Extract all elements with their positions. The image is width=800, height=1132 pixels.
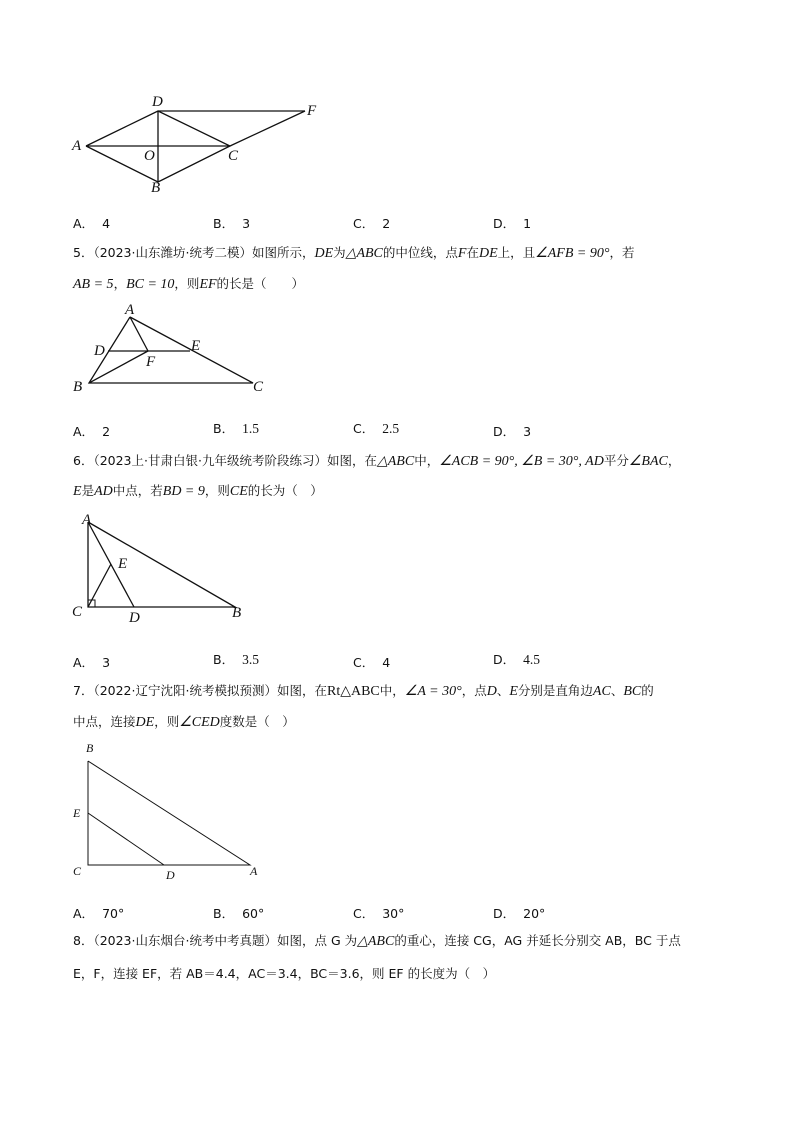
q6-text-line-2: E是AD中点，若BD = 9，则CE的长为（ ） bbox=[73, 483, 323, 499]
q4-label-a: A bbox=[72, 138, 82, 154]
q7-option-d[interactable]: D． 20° bbox=[493, 906, 546, 921]
q5-option-b[interactable]: B． 1.5 bbox=[213, 421, 259, 436]
q7-figure-lines bbox=[88, 761, 250, 865]
q7-figure-right-triangle bbox=[60, 735, 280, 885]
q7-label-b: B bbox=[86, 741, 94, 755]
q6-label-e: E bbox=[118, 556, 128, 572]
q5-label-d: D bbox=[94, 343, 105, 359]
q8-text-line-2: E，F，连接 EF，若 AB＝4.4，AC＝3.4，BC＝3.6，则 EF 的长度为（ ） bbox=[73, 966, 496, 981]
q4-label-b: B bbox=[151, 180, 161, 196]
q6-label-d: D bbox=[129, 610, 140, 626]
q7-label-e: E bbox=[73, 806, 81, 820]
q4-label-o: O bbox=[144, 148, 155, 164]
q6-figure-lines bbox=[88, 522, 235, 607]
q6-label-a: A bbox=[82, 512, 92, 528]
q5-option-a[interactable]: A． 2 bbox=[73, 424, 111, 439]
q6-option-a[interactable]: A． 3 bbox=[73, 655, 111, 670]
q4-option-d[interactable]: D． 1 bbox=[493, 216, 532, 231]
q5-label-a: A bbox=[125, 302, 135, 318]
q7-label-d: D bbox=[166, 868, 175, 882]
q7-option-c[interactable]: C． 30° bbox=[353, 906, 405, 921]
q5-label-c: C bbox=[253, 379, 264, 395]
q4-figure-lines bbox=[86, 111, 305, 182]
q6-option-d[interactable]: D． 4.5 bbox=[493, 652, 541, 667]
q7-text-line-2: 中点，连接DE，则∠CED度数是（ ） bbox=[73, 714, 295, 730]
q4-label-d: D bbox=[152, 94, 163, 110]
q5-option-d[interactable]: D． 3 bbox=[493, 424, 532, 439]
q7-option-a[interactable]: A． 70° bbox=[73, 906, 125, 921]
q4-figure-rhombus bbox=[60, 90, 340, 200]
q6-figure-right-triangle bbox=[60, 508, 260, 628]
q5-label-e: E bbox=[191, 338, 201, 354]
q7-label-a: A bbox=[250, 864, 258, 878]
q5-text-line-2: AB = 5，BC = 10，则EF的长是（ ） bbox=[73, 276, 305, 292]
q8-text-line-1: 8．（2023·山东烟台·统考中考真题）如图，点 G 为△ABC的重心，连接 CG，AG 并延长分别交 AB，BC 于点 bbox=[73, 933, 681, 949]
q7-label-c: C bbox=[73, 864, 82, 878]
q7-text-line-1: 7．（2022·辽宁沈阳·统考模拟预测）如图，在Rt△ABC中，∠A = 30°，点D、E分别是直角边AC、BC的 bbox=[73, 683, 654, 699]
q4-option-c[interactable]: C． 2 bbox=[353, 216, 391, 231]
q6-options bbox=[73, 653, 753, 673]
q6-option-c[interactable]: C． 4 bbox=[353, 655, 391, 670]
q5-text-line-1: 5．（2023·山东潍坊·统考二模）如图所示，DE为△ABC的中位线，点F在DE上，且∠AFB = 90°，若 bbox=[73, 245, 635, 261]
q7-option-b[interactable]: B． 60° bbox=[213, 906, 265, 921]
q4-option-a[interactable]: A． 4 bbox=[73, 216, 111, 231]
q5-label-f: F bbox=[146, 354, 156, 370]
q5-figure-lines bbox=[89, 317, 253, 383]
q6-label-b: B bbox=[232, 605, 242, 621]
q5-option-c[interactable]: C． 2.5 bbox=[353, 421, 400, 436]
q4-option-b[interactable]: B． 3 bbox=[213, 216, 251, 231]
q5-options bbox=[73, 422, 753, 442]
q6-option-b[interactable]: B． 3.5 bbox=[213, 652, 259, 667]
q6-text-line-1: 6．（2023上·甘肃白银·九年级统考阶段练习）如图，在△ABC中，∠ACB = 90°, ∠B = 30°, AD平分∠BAC， bbox=[73, 453, 681, 469]
q4-label-f: F bbox=[307, 103, 317, 119]
q4-options bbox=[73, 214, 753, 234]
q4-label-c: C bbox=[228, 148, 239, 164]
q6-label-c: C bbox=[72, 604, 83, 620]
q7-options bbox=[73, 904, 753, 924]
q5-label-b: B bbox=[73, 379, 83, 395]
q5-figure-triangle bbox=[60, 300, 280, 400]
